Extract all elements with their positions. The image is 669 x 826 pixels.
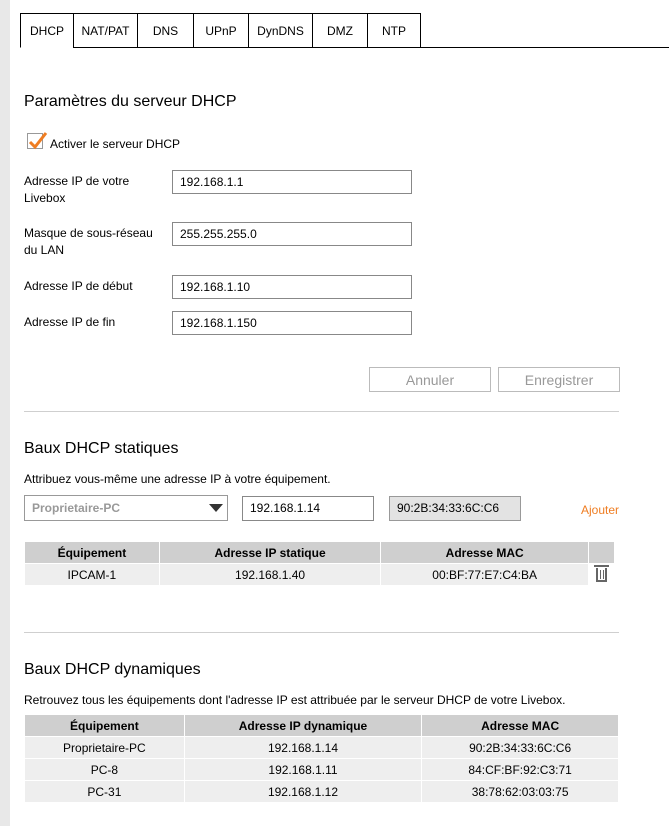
table-row <box>25 564 615 586</box>
end-ip-label: Adresse IP de fin <box>24 315 116 329</box>
ip-label: Adresse IP de votre Livebox <box>24 174 130 205</box>
mac-cell: 84:CF:BF:92:C3:71 <box>422 759 619 781</box>
device-cell: PC-8 <box>25 759 185 781</box>
enable-dhcp-checkbox[interactable] <box>27 133 43 149</box>
device-select[interactable] <box>24 495 228 521</box>
static-ip-input[interactable]: 192.168.1.14 <box>242 496 374 521</box>
table-row <box>25 781 619 803</box>
tab-dyndns[interactable]: DynDNS <box>248 13 312 48</box>
column-header: Adresse IP dynamique <box>184 715 422 737</box>
table-row <box>25 759 619 781</box>
left-rail <box>0 0 10 826</box>
add-link[interactable]: Ajouter <box>581 503 620 517</box>
mac-cell: 90:2B:34:33:6C:C6 <box>422 737 619 759</box>
subnet-mask-field[interactable]: 255.255.255.0 <box>172 222 412 246</box>
tab-divider <box>420 47 669 48</box>
tab-ntp[interactable]: NTP <box>367 13 421 48</box>
ip-cell: 192.168.1.14 <box>184 737 422 759</box>
device-cell: PC-31 <box>25 781 185 803</box>
column-header <box>589 542 615 564</box>
divider <box>24 632 619 633</box>
tab-dhcp[interactable]: DHCP <box>20 13 73 48</box>
trash-icon[interactable] <box>596 568 607 582</box>
column-header: Équipement <box>25 715 185 737</box>
table-header-row <box>25 715 619 737</box>
start-ip-label: Adresse IP de début <box>24 279 133 293</box>
ip-cell: 192.168.1.40 <box>159 564 381 586</box>
start-ip-field[interactable]: 192.168.1.10 <box>172 275 412 299</box>
ip-cell: 192.168.1.12 <box>184 781 422 803</box>
static-section-title: Baux DHCP statiques <box>24 440 179 457</box>
tab-bar <box>20 13 421 48</box>
cancel-button[interactable]: Annuler <box>369 367 491 392</box>
mac-cell: 00:BF:77:E7:C4:BA <box>381 564 589 586</box>
end-ip-field[interactable]: 192.168.1.150 <box>172 311 412 335</box>
device-cell: Proprietaire-PC <box>25 737 185 759</box>
device-cell: IPCAM-1 <box>25 564 160 586</box>
ip-cell: 192.168.1.11 <box>184 759 422 781</box>
column-header: Équipement <box>25 542 160 564</box>
divider <box>24 411 619 412</box>
table-row <box>25 737 619 759</box>
static-leases-table <box>24 541 615 586</box>
mac-cell: 38:78:62:03:03:75 <box>422 781 619 803</box>
chevron-down-icon <box>209 504 223 512</box>
table-header-row <box>25 542 615 564</box>
column-header: Adresse MAC <box>381 542 589 564</box>
device-select-value: Proprietaire-PC <box>32 501 121 515</box>
dynamic-leases-table <box>24 714 619 803</box>
save-button[interactable]: Enregistrer <box>498 367 620 392</box>
mask-label: Masque de sous-réseau du LAN <box>24 226 153 257</box>
livebox-ip-field[interactable]: 192.168.1.1 <box>172 170 412 194</box>
column-header: Adresse IP statique <box>159 542 381 564</box>
column-header: Adresse MAC <box>422 715 619 737</box>
tab-dmz[interactable]: DMZ <box>312 13 367 48</box>
server-section-title: Paramètres du serveur DHCP <box>24 93 237 110</box>
delete-cell <box>589 564 615 586</box>
dynamic-description: Retrouvez tous les équipements dont l'adresse IP est attribuée par le serveur DHCP de votre Livebox. <box>24 693 566 707</box>
tab-nat-pat[interactable]: NAT/PAT <box>73 13 137 48</box>
mac-address-field: 90:2B:34:33:6C:C6 <box>389 496 521 521</box>
static-description: Attribuez vous-même une adresse IP à votre équipement. <box>24 472 331 486</box>
tab-dns[interactable]: DNS <box>137 13 193 48</box>
checkmark-icon <box>28 131 48 151</box>
dynamic-section-title: Baux DHCP dynamiques <box>24 661 201 678</box>
tab-upnp[interactable]: UPnP <box>193 13 248 48</box>
enable-dhcp-label: Activer le serveur DHCP <box>50 137 181 151</box>
